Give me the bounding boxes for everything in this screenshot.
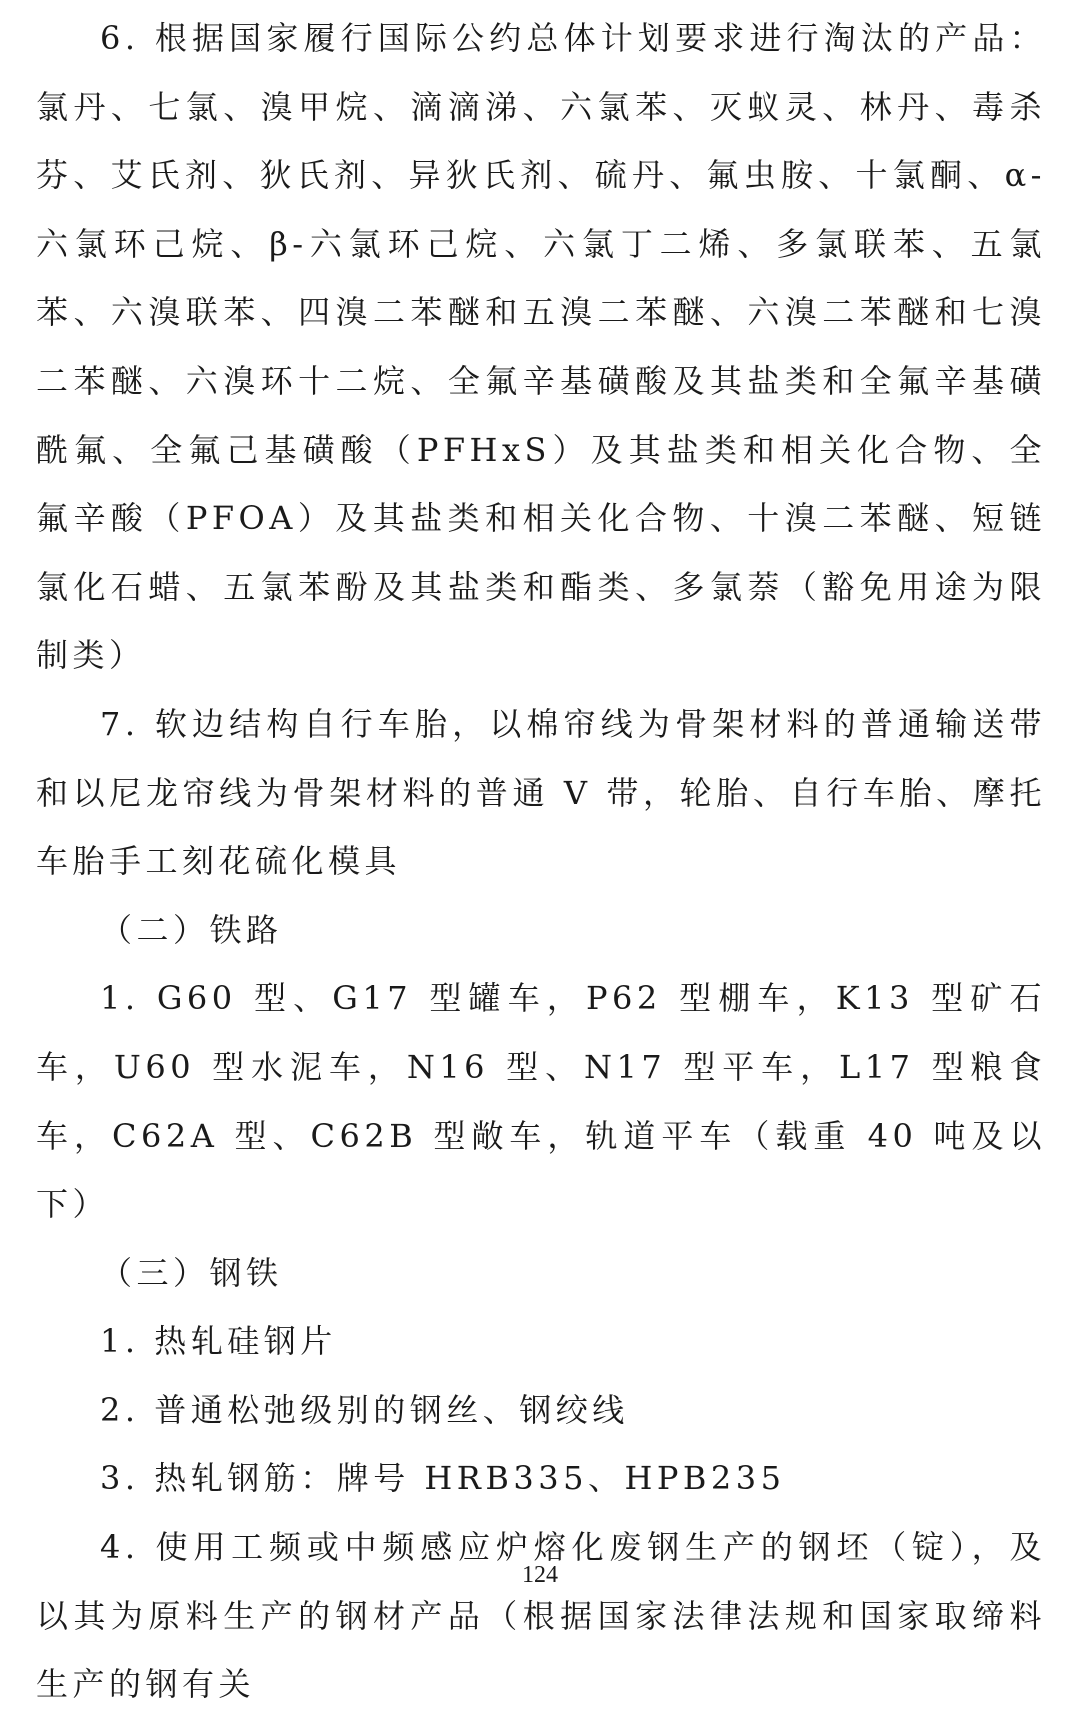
document-body <box>36 4 1046 1719</box>
list-item-chemical-products: 6. 根据国家履行国际公约总体计划要求进行淘汰的产品：氯丹、七氯、溴甲烷、滴滴涕、六氯苯、灭蚁灵、林丹、毒杀芬、艾氏剂、狄氏剂、异狄氏剂、硫丹、氟虫胺、十氯酮、α-六氯环己烷、β-六氯环己烷、六氯丁二烯、多氯联苯、五氯苯、六溴联苯、四溴二苯醚和五溴二苯醚、六溴二苯醚和七溴二苯醚、六溴环十二烷、全氟辛基磺酸及其盐类和全氟辛基磺酰氟、全氟己基磺酸（PFHxS）及其盐类和相关化合物、全氟辛酸（PFOA）及其盐类和相关化合物、十溴二苯醚、短链氯化石蜡、五氯苯酚及其盐类和酯类、多氯萘（豁免用途为限制类） <box>36 19 1046 675</box>
section-heading-railway: （二）铁路 <box>100 910 283 949</box>
list-item-rebar: 3. 热轧钢筋：牌号 HRB335、HPB235 <box>100 1459 786 1498</box>
list-item-silicon-steel: 1. 热轧硅钢片 <box>100 1322 337 1361</box>
list-item-railway-cars: 1. G60 型、G17 型罐车，P62 型棚车，K13 型矿石车，U60 型水泥车，N16 型、N17 型平车，L17 型粮食车，C62A 型、C62B 型敞车，轨道平车（载重 40 吨及以下） <box>36 979 1046 1224</box>
section-heading-steel: （三）钢铁 <box>100 1253 283 1292</box>
list-item-steel-wire: 2. 普通松弛级别的钢丝、钢绞线 <box>100 1390 629 1429</box>
list-item-induction-furnace: 4. 使用工频或中频感应炉熔化废钢生产的钢坯（锭），及以其为原料生产的钢材产品（根据国家法律法规和国家取缔料生产的钢有关 <box>36 1528 1046 1704</box>
page-number: 124 <box>522 1562 558 1588</box>
list-item-tire-belts: 7. 软边结构自行车胎，以棉帘线为骨架材料的普通输送带和以尼龙帘线为骨架材料的普通 V 带，轮胎、自行车胎、摩托车胎手工刻花硫化模具 <box>36 704 1046 881</box>
